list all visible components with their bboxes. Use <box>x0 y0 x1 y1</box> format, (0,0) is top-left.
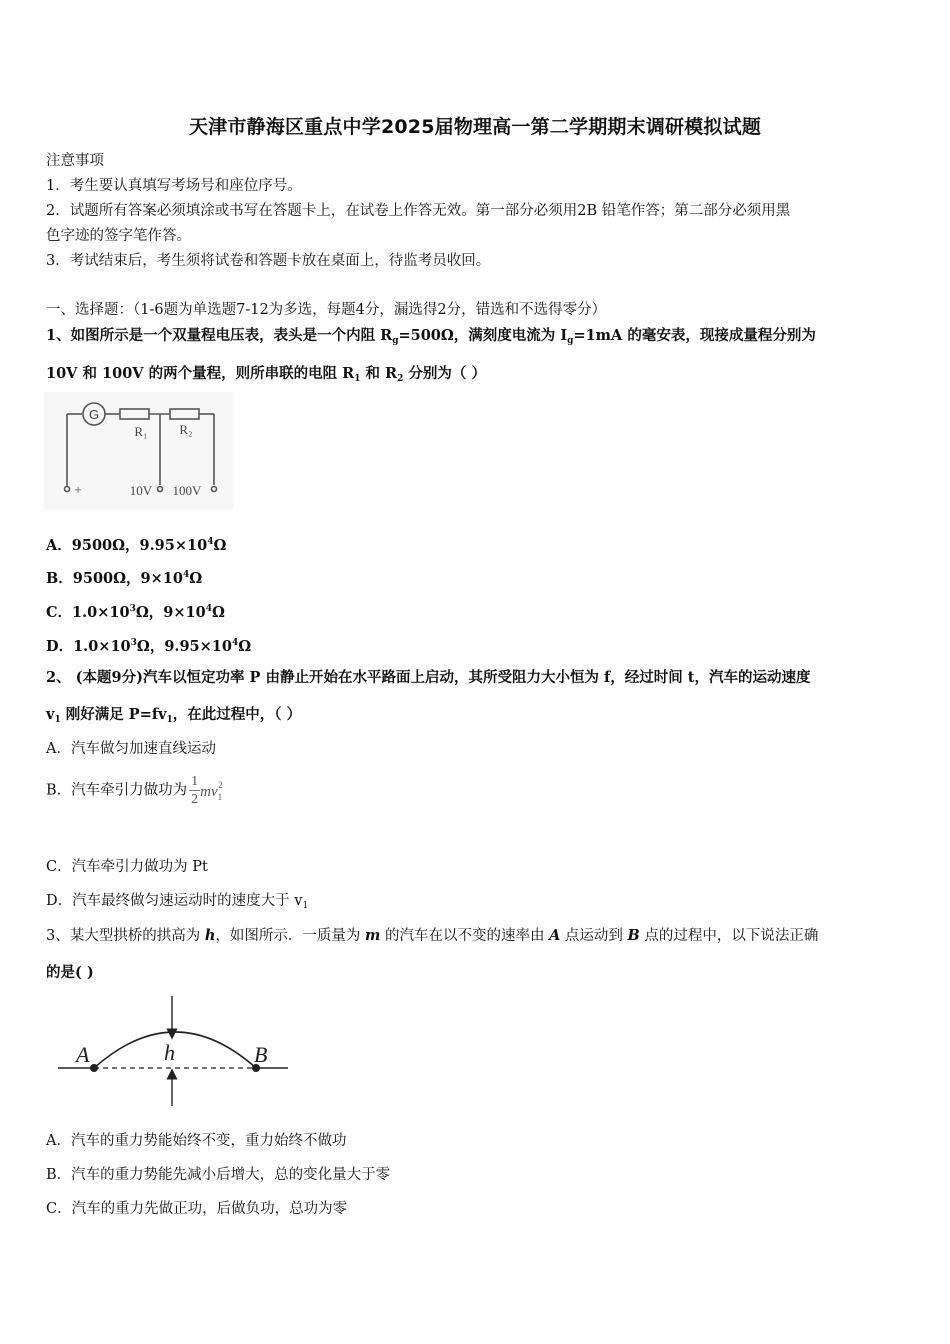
q2-option-c: C．汽车牵引力做功为 Pt <box>46 859 208 875</box>
r2-label: R₂ <box>179 422 193 437</box>
notice-item: 2．试题所有答案必须填涂或书写在答题卡上，在试卷上作答无效。第一部分必须用2B 铅笔作答；第二部分必须用黑 <box>46 203 791 219</box>
notice-heading: 注意事项 <box>46 153 104 169</box>
q3-option-c: C．汽车的重力先做正功，后做负功，总功为零 <box>46 1201 348 1217</box>
q1-option-a: A．9500Ω，$9.95\times 10^4\Omega$ <box>46 537 227 554</box>
q3-stem-line2: 的是( ) <box>46 964 94 981</box>
q2-stem-line1: 2、 (本题9分)汽车以恒定功率 P 由静止开始在水平路面上启动，其所受阻力大小恒为 f，经过时间 t，汽车的运动速度 <box>46 669 811 686</box>
q3-option-b: B．汽车的重力势能先减小后增大，总的变化量大于零 <box>46 1167 391 1183</box>
plus-label: + <box>74 482 82 497</box>
q2-stem-line2: $v_1$ 刚好满足 $P=fv_1$，在此过程中，（ ） <box>46 706 302 725</box>
q2-option-b: B．汽车牵引力做功为 $\frac{1}{2}$ $mv_1^2$ <box>46 774 223 807</box>
q1-circuit-figure <box>44 392 234 510</box>
q1-option-d: D．$1.0\times 10^3\Omega$，$9.95\times 10^4\Omega$ <box>46 638 252 655</box>
q3-stem-line1: 3、某大型拱桥的拱高为 h，如图所示．一质量为 m 的汽车在以不变的速率由 A 点运动到 B 点的过程中，以下说法正确 <box>46 927 819 944</box>
q2-option-a: A．汽车做匀加速直线运动 <box>46 741 216 757</box>
q2-option-d: D．汽车最终做匀速运动时的速度大于 $v_1$ <box>46 893 309 911</box>
q3-option-a: A．汽车的重力势能始终不变，重力始终不做功 <box>46 1133 347 1149</box>
q1-option-b: B．9500Ω，$9\times 10^4\Omega$ <box>46 570 203 587</box>
height-label: h <box>164 1040 175 1065</box>
q1-stem-line2: 10V 和 100V 的两个量程，则所串联的电阻 $R_1$ 和 $R_2$ 分别为（ ） <box>46 365 486 384</box>
galvanometer-label: G <box>88 407 100 422</box>
10v-label: 10V <box>129 483 153 498</box>
point-a-label: A <box>76 1042 90 1067</box>
notice-item: 色字迹的签字笔作答。 <box>46 228 191 244</box>
page-title: 天津市静海区重点中学2025届物理高一第二学期期末调研模拟试题 <box>188 116 762 138</box>
section-heading: 一、选择题：（1-6题为单选题7-12为多选，每题4分，漏选得2分，错选和不选得零分） <box>46 302 607 318</box>
q1-stem-line1: 1、如图所示是一个双量程电压表，表头是一个内阻 $R_g=500\Omega$，满刻度电流为 $I_g=1mA$ 的毫安表，现接成量程分别为 <box>46 327 816 346</box>
r1-label: R₁ <box>134 424 148 439</box>
point-b-label: B <box>254 1042 268 1067</box>
q3-bridge-figure <box>56 994 292 1110</box>
q1-option-c: C．$1.0\times 10^3\Omega$，$9\times 10^4\Omega$ <box>46 604 225 621</box>
100v-label: 100V <box>172 483 202 498</box>
notice-item: 1．考生要认真填写考场号和座位序号。 <box>46 178 302 194</box>
notice-item: 3．考试结束后，考生须将试卷和答题卡放在桌面上，待监考员收回。 <box>46 253 491 269</box>
